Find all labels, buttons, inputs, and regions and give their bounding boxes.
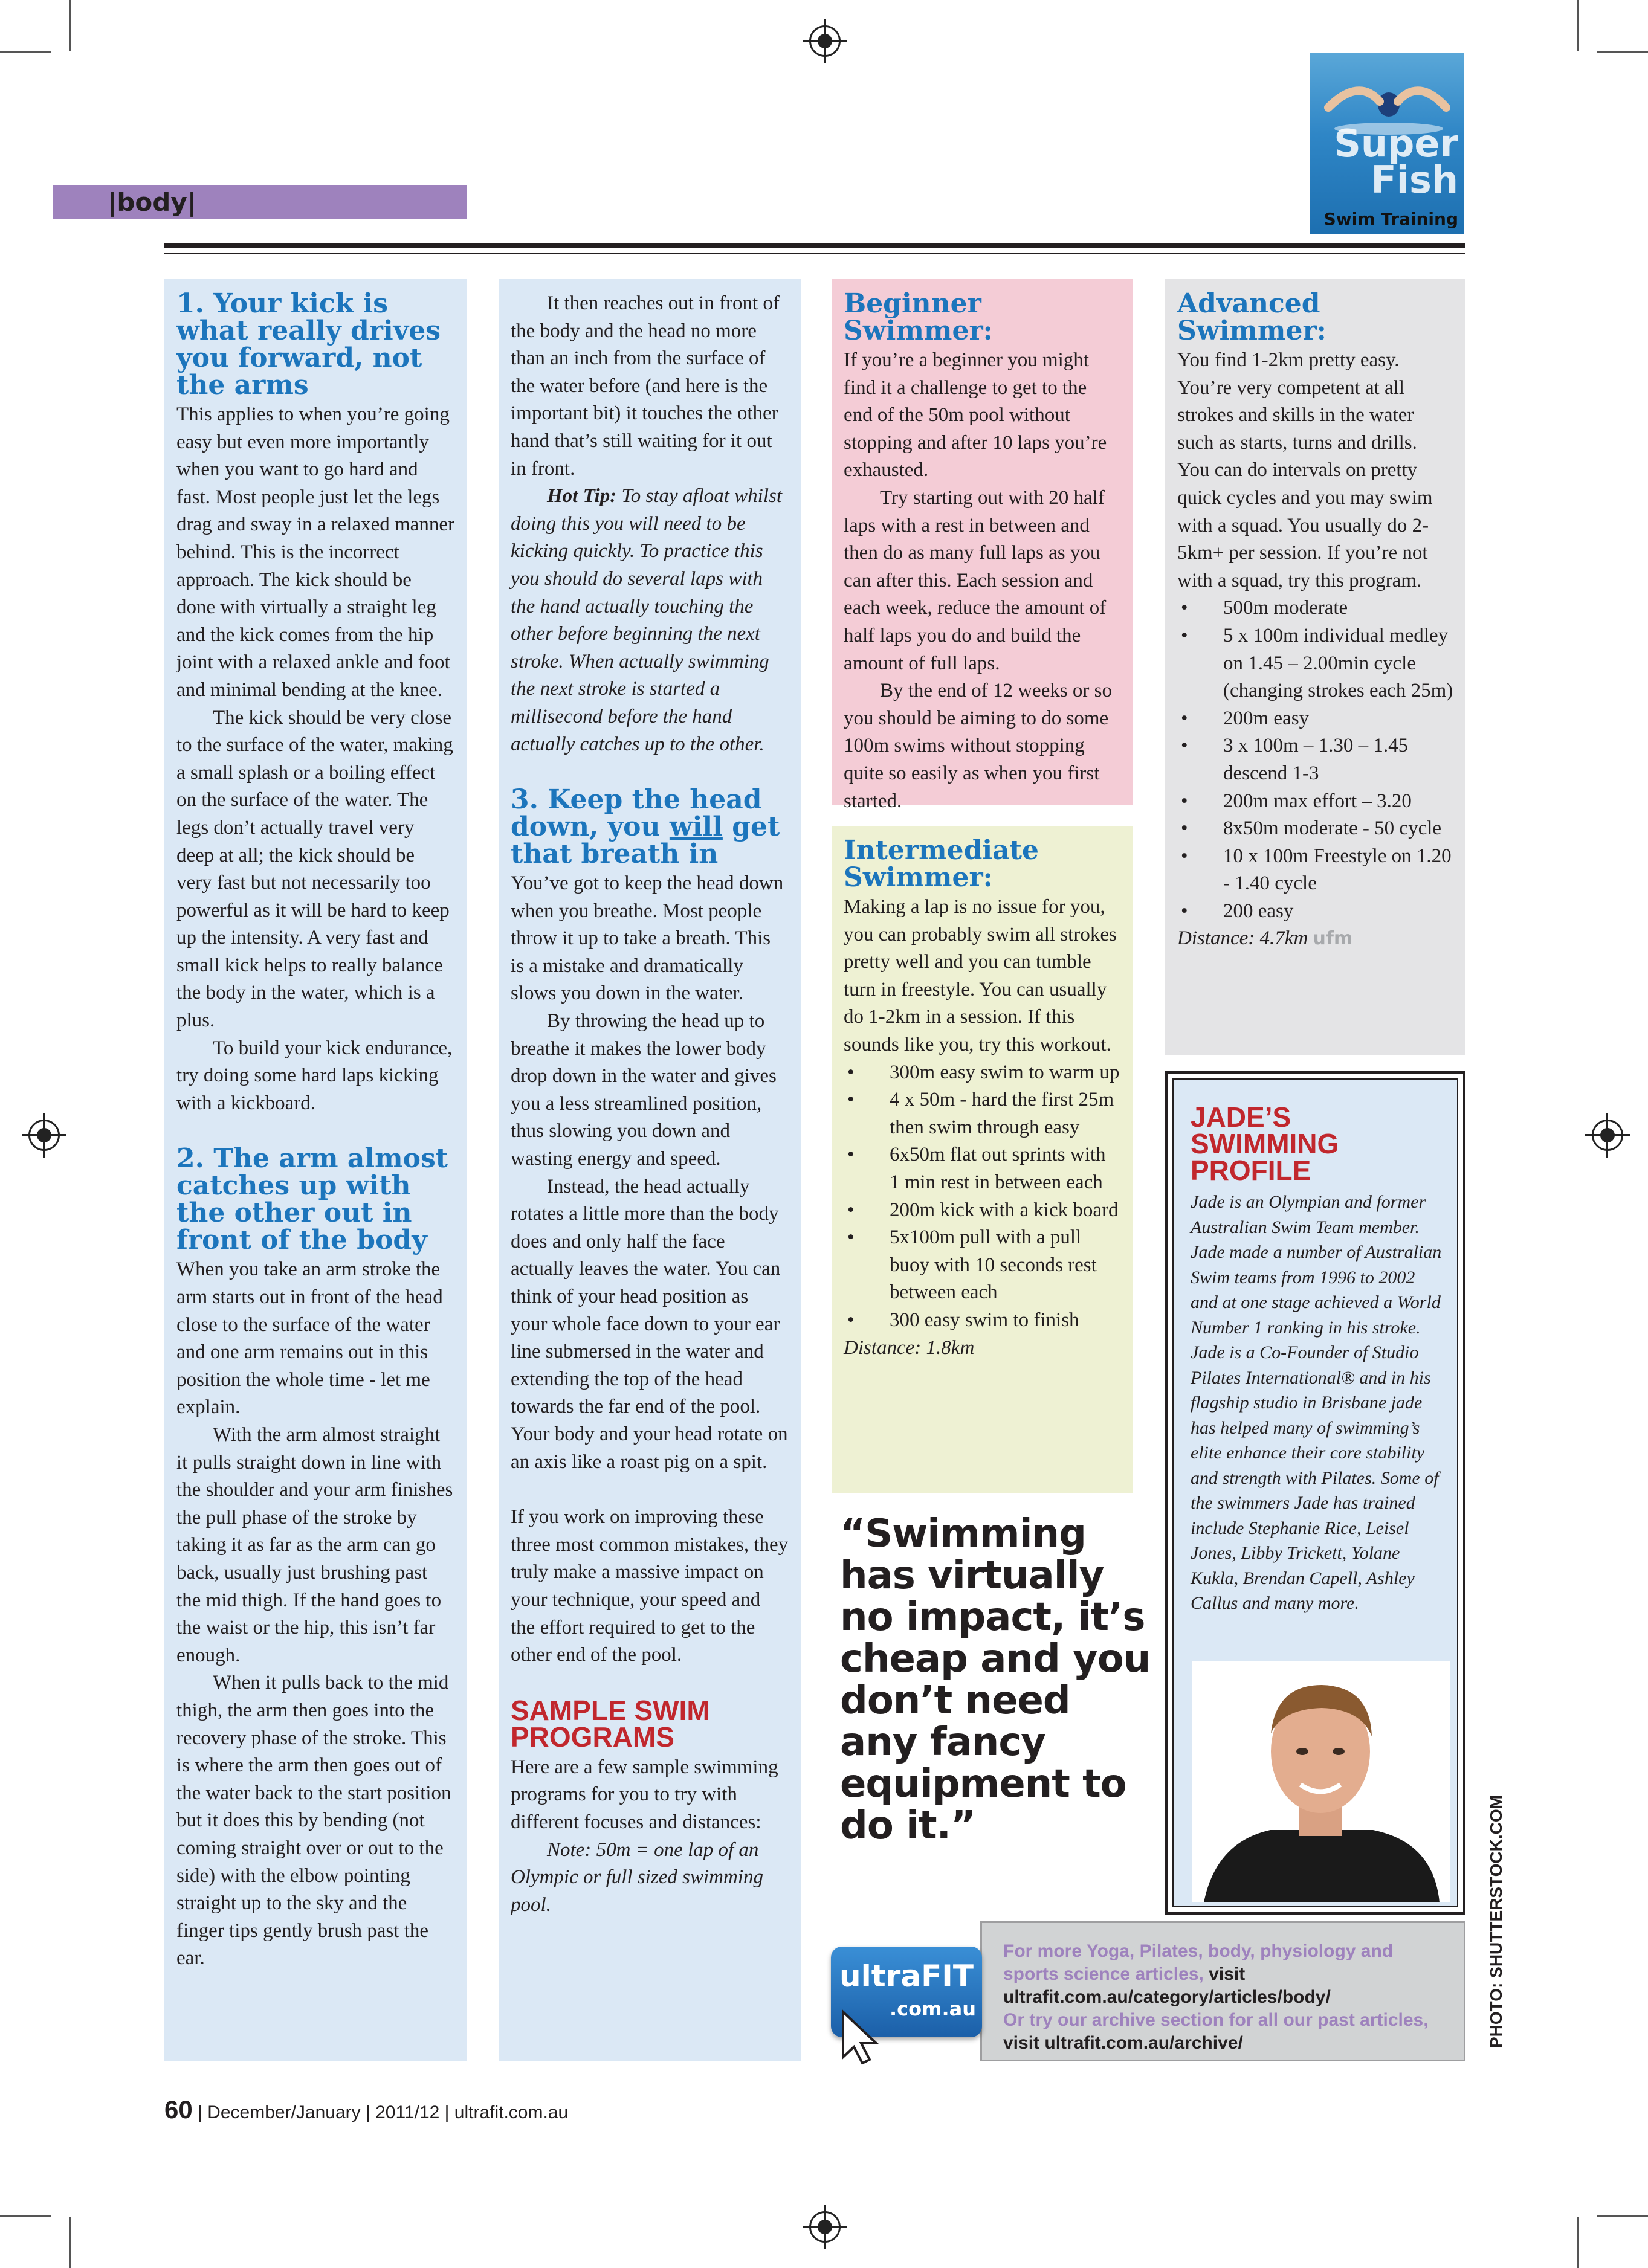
profile-text: Jade is an Olympian and former Australian Swim Team member. Jade made a number of Australian Swim teams from 1996 to 2002 and at one stage achieved a World Number 1 ranking in his stroke. Jade is a Co-Founder of Studio Pilates International® and in his flagship studio in Brisbane jade has helped many of swimming’s elite enhance their core stability and strength with Pilates. Some of the swimmers Jade has trained include Stephanie Rice, Leisel Jones, Libby Trickett, Yolane Kukla, Brendan Capell, Ashley Callus and many more.: [1191, 1192, 1442, 1613]
hot-tip-text: To stay afloat whilst doing this you will need to be kicking quickly. To practice this you should do several laps with the hand actually touching the other before beginning the next stroke. When actually swimming the next stroke is started a millisecond before the hand actually catches up to the other.: [511, 485, 783, 755]
paragraph: Try starting out with 20 half laps with a rest in between and then do as many full laps as you can after this. Each session and each week, reduce the amount of half laps you do and build the amount of full laps.: [844, 486, 1107, 674]
crop-mark: [1577, 0, 1579, 51]
registration-mark-icon: [1592, 1120, 1623, 1151]
logo-main: ultraFIT: [839, 1959, 974, 1994]
advanced-box: [1165, 279, 1465, 1055]
portrait-icon: [1192, 1661, 1450, 1902]
list-item: • 200m max effort – 3.20: [1177, 788, 1453, 816]
paragraph: By the end of 12 weeks or so you should be aiming to do some 100m swims without stopping quite so easily as when you first started.: [844, 680, 1113, 812]
paragraph: Instead, the head actually rotates a little more than the body does and only half the face actually leaves the water. You can think of your head position as your whole face down to your ear line submersed in the water and extending the top of the head towards the far end of the pool. Your body and your head rotate on an axis like a roast pig on a spit.: [511, 1175, 788, 1473]
promo-category-link[interactable]: visit ultrafit.com.au/category/articles/body/: [1003, 1964, 1331, 2007]
paragraph: It then reaches out in front of the body and the head no more than an inch from the surface of the water before (and here is the important bit) it touches the other hand that’s still waiting for it out in front.: [511, 292, 780, 480]
list-item: • 5x100m pull with a pull buoy with 10 seconds rest between each: [844, 1224, 1120, 1307]
tip-heading-1: 1. Your kick is what really drives you forward, not the arms: [176, 288, 441, 401]
list-item: • 300m easy swim to warm up: [844, 1059, 1120, 1087]
sample-programs-heading: SAMPLE SWIM PROGRAMS: [511, 1694, 710, 1753]
crop-mark: [1597, 2215, 1648, 2217]
list-item: • 300 easy swim to finish: [844, 1307, 1120, 1335]
list-item: • 200m kick with a kick board: [844, 1197, 1120, 1225]
paragraph: Making a lap is no issue for you, you can probably swim all strokes pretty well and you can tumble turn in freestyle. You can usually do 1-2km in a session. If this sounds like you, try this workout.: [844, 896, 1117, 1055]
thumbnail-title-1: Super: [1334, 121, 1458, 166]
paragraph: With the arm almost straight it pulls straight down in line with the shoulder and your arm finishes the pull phase of the stroke by taking it as far as the arm can go back, usually just brushing past the mid thigh. If the hand goes to the waist or the hip, this isn’t far enough.: [176, 1424, 453, 1666]
section-label: body: [117, 187, 187, 217]
registration-mark-icon: [809, 25, 841, 57]
paragraph: If you work on improving these three most common mistakes, they truly make a massive impact on your technique, your speed and the effort required to get to the other end of the pool.: [511, 1506, 789, 1666]
list-item: • 3 x 100m – 1.30 – 1.45 descend 1-3: [1177, 732, 1453, 787]
crop-mark: [69, 0, 71, 51]
profile-box: [1165, 1071, 1465, 1915]
list-item: • 10 x 100m Freestyle on 1.20 - 1.40 cycle: [1177, 843, 1453, 898]
crop-mark: [0, 51, 51, 53]
tip-heading-2: 2. The arm almost catches up with the other out in front of the body: [176, 1143, 448, 1256]
registration-mark-icon: [809, 2211, 841, 2243]
intermediate-heading: Intermediate Swimmer:: [844, 835, 1039, 893]
thumbnail-title-2: Fish: [1371, 158, 1458, 202]
profile-photo: [1192, 1661, 1450, 1902]
list-item: • 8x50m moderate - 50 cycle: [1177, 815, 1453, 843]
promo-text: Or try our archive section for all our past articles,: [1003, 2010, 1429, 2030]
photo-credit: PHOTO: SHUTTERSTOCK.COM: [1487, 1795, 1505, 2048]
logo-sub: .com.au: [890, 1997, 976, 2020]
distance: Distance: 1.8km: [844, 1336, 975, 1359]
page-number: 60: [164, 2095, 193, 2124]
emphasis-will: will: [669, 811, 723, 843]
advanced-heading: Advanced Swimmer:: [1177, 288, 1326, 346]
section-tag: |body|: [53, 185, 467, 219]
list-item: • 5 x 100m individual medley on 1.45 – 2.00min cycle (changing strokes each 25m): [1177, 622, 1453, 705]
paragraph: When it pulls back to the mid thigh, the arm then goes into the recovery phase of the stroke. This is where the arm then goes out of the water back to the start position but it does this by bending (not coming straight over or out to the side) with the elbow pointing straight up to the sky and the finger tips gently brush past the ear.: [176, 1672, 451, 1970]
crop-mark: [1597, 51, 1648, 53]
list-item: • 200m easy: [1177, 705, 1453, 733]
intermediate-box: [832, 826, 1133, 1493]
promo-archive-link[interactable]: visit ultrafit.com.au/archive/: [1003, 2033, 1243, 2053]
issue-info: | December/January | 2011/12 | ultrafit.com.au: [192, 2102, 569, 2122]
list-item: • 6x50m flat out sprints with 1 min rest in between each: [844, 1141, 1120, 1196]
article-column-2: [499, 279, 801, 2061]
distance: Distance: 4.7km: [1177, 927, 1308, 950]
crop-mark: [69, 2217, 71, 2268]
folio: [164, 2095, 568, 2124]
profile-heading: JADE’S SWIMMING PROFILE: [1191, 1101, 1339, 1186]
intermediate-workout-list: [844, 1059, 1120, 1335]
paragraph: This applies to when you’re going easy but even more importantly when you want to go hard and fast. Most people just let the legs drag and sway in a relaxed manner behind. This is the incorrect approach. The kick should be done with virtually a straight leg and the kick comes from the hip joint with a relaxed ankle and foot and minimal bending at the knee.: [176, 404, 454, 701]
paragraph: The kick should be very close to the surface of the water, making a small splash or a boiling effect on the surface of the water. The legs don’t actually travel very deep at all; the kick should be very fast but not necessarily too powerful as it will be hard to keep up the intensity. A very fast and small kick helps to really balance the body in the water, which is a plus.: [176, 706, 453, 1032]
paragraph: To build your kick endurance, try doing some hard laps kicking with a kickboard.: [176, 1037, 453, 1114]
promo-text: For more Yoga, Pilates, body, physiology and sports science articles,: [1003, 1941, 1394, 1984]
paragraph: If you’re a beginner you might find it a challenge to get to the end of the 50m pool without stopping and after 10 laps you’re exhausted.: [844, 349, 1107, 482]
section-thumbnail: [1310, 53, 1464, 234]
tip-heading-3: 3. Keep the head down, you will get that breath in: [511, 784, 780, 870]
paragraph: You’ve got to keep the head down when you breathe. Most people throw it up to take a breath. This is a mistake and dramatically slows you down in the water.: [511, 872, 784, 1005]
note: Note: 50m = one lap of an Olympic or full sized swimming pool.: [511, 1838, 763, 1916]
pull-quote: “Swimming has virtually no impact, it’s cheap and you don’t need any fancy equipment to do it.”: [840, 1512, 1151, 1848]
end-mark: ufm: [1313, 928, 1353, 950]
beginner-box: [832, 279, 1133, 812]
paragraph: Here are a few sample swimming programs for you to try with different focuses and distances:: [511, 1756, 778, 1833]
paragraph: By throwing the head up to breathe it makes the lower body drop down in the water and gives you a less streamlined position, thus slowing you down and wasting energy and speed.: [511, 1010, 777, 1170]
header-rule-thin: [164, 253, 1465, 254]
list-item: • 200 easy: [1177, 898, 1453, 926]
header-rule: [164, 243, 1465, 248]
paragraph: When you take an arm stroke the arm starts out in front of the head close to the surface of the water and one arm remains out in this position the whole time - let me explain.: [176, 1258, 443, 1419]
hot-tip-label: Hot Tip:: [547, 485, 617, 507]
crop-mark: [0, 2215, 51, 2217]
advanced-program-list: [1177, 594, 1453, 925]
beginner-heading: Beginner Swimmer:: [844, 288, 993, 346]
crop-mark: [1577, 2217, 1579, 2268]
hot-tip: [511, 483, 789, 758]
promo-box: [980, 1921, 1465, 2061]
paragraph: You find 1-2km pretty easy. You’re very competent at all strokes and skills in the water such as starts, turns and drills. You can do intervals on pretty quick cycles and you may swim with a squad. You usually do 2-5km+ per session. If you’re not with a squad, try this program.: [1177, 349, 1433, 591]
article-column-1: [164, 279, 467, 2061]
list-item: • 500m moderate: [1177, 594, 1453, 622]
registration-mark-icon: [28, 1120, 60, 1151]
list-item: • 4 x 50m - hard the first 25m then swim through easy: [844, 1086, 1120, 1141]
cursor-icon: [837, 2006, 885, 2066]
thumbnail-subtitle: Swim Training: [1323, 209, 1458, 229]
